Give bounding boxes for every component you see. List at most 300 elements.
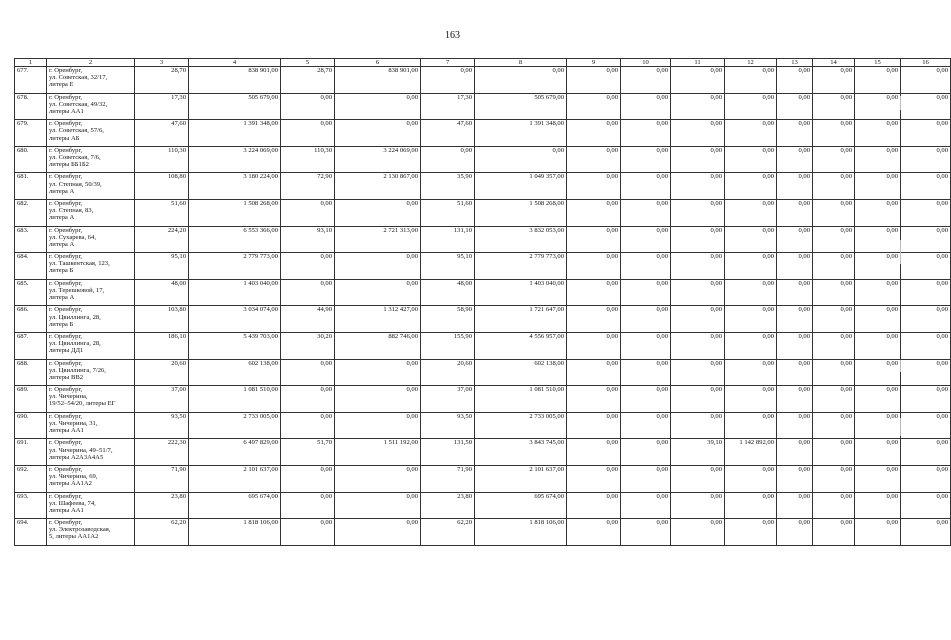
value-cell: 0,00 [901,93,951,120]
address-line: г. Оренбург, [49,492,83,500]
address-line: 19/52–54/20, литеры ЕГ [49,400,116,408]
address-line: г. Оренбург, [49,226,83,234]
column-number: 7 [421,59,475,67]
value-cell: 0,00 [567,200,621,227]
value-cell: 30,20 [281,333,335,360]
value-cell: 0,00 [725,67,777,94]
column-number: 12 [725,59,777,67]
value-cell: 0,00 [671,359,725,386]
value-cell: 0,00 [567,386,621,413]
value-cell: 62,20 [421,519,475,546]
value-cell: 2 101 637,00 [475,466,567,493]
table-row [15,173,951,200]
value-cell: 0,00 [725,306,777,333]
value-cell: 0,00 [901,67,951,94]
value-cell: 0,00 [725,226,777,253]
address-line: литера А [49,294,75,302]
value-cell: 35,90 [421,173,475,200]
row-number: 685. [15,279,47,306]
value-cell: 224,20 [135,226,189,253]
value-cell: 0,00 [335,359,421,386]
row-number: 677. [15,67,47,94]
value-cell: 0,00 [281,386,335,413]
value-cell: 0,00 [621,439,671,466]
value-cell: 0,00 [567,93,621,120]
value-cell: 0,00 [621,519,671,546]
table-row [15,146,951,173]
value-cell: 0,00 [567,306,621,333]
value-cell: 0,00 [777,173,813,200]
value-cell: 0,00 [813,359,855,386]
value-cell: 71,90 [421,466,475,493]
value-cell: 0,00 [335,466,421,493]
value-cell: 93,50 [135,412,189,439]
row-number: 693. [15,492,47,519]
value-cell: 5 439 703,00 [189,333,281,360]
table-row [15,466,951,493]
value-cell: 0,00 [901,253,951,280]
table-row [15,200,951,227]
address-line: г. Оренбург, [49,466,83,474]
address-line: литеры ДД1 [49,347,84,355]
address-line: ул. Чичерина, 69, [49,473,98,481]
value-cell: 110,30 [281,146,335,173]
value-cell: 0,00 [855,226,901,253]
address-line: литеры ББ1Б2 [49,161,89,169]
address-line: ул. Советская, 57/6, [49,127,104,135]
value-cell: 0,00 [621,146,671,173]
column-number: 15 [855,59,901,67]
address-line: литеры ВВ2 [49,373,84,381]
address-line: ул. Терешковой, 17, [49,286,105,294]
value-cell: 0,00 [621,492,671,519]
value-cell: 3 832 053,00 [475,226,567,253]
value-cell: 0,00 [281,466,335,493]
column-number: 14 [813,59,855,67]
value-cell: 0,00 [901,146,951,173]
row-number: 683. [15,226,47,253]
value-cell: 0,00 [813,279,855,306]
address-line: ул. Советская, 7/6, [49,154,101,161]
value-cell: 0,00 [725,519,777,546]
value-cell: 0,00 [855,173,901,200]
address-line: литеры АА1 [49,427,84,435]
address-line: г. Оренбург, [49,359,83,367]
address-line: г. Оренбург, [49,306,83,314]
value-cell: 44,90 [281,306,335,333]
value-cell: 0,00 [777,67,813,94]
address-cell [47,333,135,360]
value-cell: 0,00 [813,120,855,147]
value-cell: 0,00 [567,466,621,493]
address-cell [47,386,135,413]
value-cell: 0,00 [335,492,421,519]
value-cell: 0,00 [777,412,813,439]
value-cell: 3 224 069,00 [335,146,421,173]
value-cell: 0,00 [777,120,813,147]
value-cell: 0,00 [671,120,725,147]
value-cell: 1 391 348,00 [475,120,567,147]
value-cell: 0,00 [855,200,901,227]
column-number: 13 [777,59,813,67]
table-row [15,359,951,386]
value-cell: 0,00 [855,146,901,173]
address-line: г. Оренбург, [49,412,83,420]
value-cell: 0,00 [621,359,671,386]
value-cell: 0,00 [777,519,813,546]
value-cell: 0,00 [777,359,813,386]
row-number: 686. [15,306,47,333]
value-cell: 1 508 268,00 [475,200,567,227]
value-cell: 0,00 [855,67,901,94]
value-cell: 0,00 [777,386,813,413]
value-cell: 51,70 [281,439,335,466]
value-cell: 505 679,00 [475,93,567,120]
value-cell: 93,50 [421,412,475,439]
address-cell [47,412,135,439]
value-cell: 0,00 [901,120,951,147]
address-line: г. Оренбург, [49,146,83,154]
value-cell: 23,80 [421,492,475,519]
value-cell: 0,00 [855,279,901,306]
value-cell: 0,00 [777,439,813,466]
table-row [15,120,951,147]
value-cell: 0,00 [621,466,671,493]
value-cell: 0,00 [901,386,951,413]
address-cell [47,439,135,466]
value-cell: 95,10 [421,253,475,280]
value-cell: 2 101 637,00 [189,466,281,493]
address-line: литера А [49,240,75,248]
value-cell: 0,00 [281,120,335,147]
address-line: ул. Чичерина, 49–51/7, [49,446,113,454]
value-cell: 2 779 773,00 [475,253,567,280]
address-line: ул. Советская, 49/32, [49,100,108,108]
address-line: литера Б [49,320,74,328]
value-cell: 28,70 [135,67,189,94]
table-row [15,492,951,519]
table-row [15,226,951,253]
value-cell: 1 391 348,00 [189,120,281,147]
value-cell: 0,00 [335,412,421,439]
address-line: ул. Степная, 50/39, [49,180,102,188]
value-cell: 0,00 [621,67,671,94]
value-cell: 0,00 [901,519,951,546]
value-cell: 1 403 040,00 [475,279,567,306]
address-line: г. Оренбург, [49,386,83,394]
address-line: ул. Цвиллинга, 28, [49,313,101,321]
value-cell: 0,00 [813,466,855,493]
value-cell: 695 674,00 [475,492,567,519]
value-cell: 0,00 [335,93,421,120]
value-cell: 20,60 [421,359,475,386]
value-cell: 0,00 [335,519,421,546]
value-cell: 0,00 [813,386,855,413]
value-cell: 0,00 [855,359,901,386]
address-line: г. Оренбург, [49,93,83,101]
value-cell: 0,00 [621,333,671,360]
value-cell: 110,30 [135,146,189,173]
value-cell: 0,00 [281,253,335,280]
value-cell: 0,00 [671,93,725,120]
value-cell: 20,60 [135,359,189,386]
value-cell: 0,00 [475,67,567,94]
value-cell: 602 138,00 [475,359,567,386]
value-cell: 47,60 [421,120,475,147]
address-cell [47,120,135,147]
address-line: литера А [49,214,75,222]
address-line: г. Оренбург, [49,439,83,447]
value-cell: 0,00 [813,492,855,519]
column-number: 10 [621,59,671,67]
value-cell: 93,10 [281,226,335,253]
value-cell: 103,80 [135,306,189,333]
value-cell: 0,00 [725,333,777,360]
value-cell: 0,00 [725,386,777,413]
value-cell: 0,00 [855,386,901,413]
value-cell: 0,00 [725,492,777,519]
value-cell: 0,00 [855,466,901,493]
value-cell: 0,00 [621,173,671,200]
value-cell: 47,60 [135,120,189,147]
value-cell: 3 843 745,00 [475,439,567,466]
value-cell: 51,60 [135,200,189,227]
value-cell: 0,00 [671,519,725,546]
value-cell: 0,00 [777,466,813,493]
address-cell [47,200,135,227]
row-number: 684. [15,253,47,280]
value-cell: 0,00 [621,306,671,333]
address-line: литеры А2А3А4А5 [49,453,104,461]
address-cell [47,519,135,546]
value-cell: 1 049 357,00 [475,173,567,200]
address-line: г. Оренбург, [49,333,83,341]
address-cell [47,306,135,333]
value-cell: 0,00 [813,306,855,333]
value-cell: 72,90 [281,173,335,200]
value-cell: 0,00 [777,253,813,280]
row-number: 692. [15,466,47,493]
value-cell: 0,00 [567,359,621,386]
value-cell: 0,00 [901,466,951,493]
value-cell: 882 746,00 [335,333,421,360]
table-row [15,333,951,360]
address-line: ул. Цвиллинга, 28, [49,340,101,348]
table-row [15,279,951,306]
value-cell: 48,00 [135,279,189,306]
address-line: литеры АБ [49,134,80,142]
value-cell: 3 224 069,00 [189,146,281,173]
value-cell: 0,00 [777,146,813,173]
address-line: г. Оренбург, [49,67,83,75]
address-line: ул. Советская, 32/17, [49,74,108,82]
column-number: 4 [189,59,281,67]
value-cell: 0,00 [621,386,671,413]
value-cell: 0,00 [855,120,901,147]
value-cell: 2 733 005,00 [189,412,281,439]
value-cell: 0,00 [813,226,855,253]
value-cell: 0,00 [855,519,901,546]
value-cell: 0,00 [281,492,335,519]
value-cell: 0,00 [813,93,855,120]
value-cell: 0,00 [281,519,335,546]
value-cell: 0,00 [621,120,671,147]
value-cell: 0,00 [567,333,621,360]
value-cell: 3 180 224,00 [189,173,281,200]
value-cell: 0,00 [901,412,951,439]
row-number: 680. [15,146,47,173]
address-cell [47,253,135,280]
value-cell: 0,00 [671,412,725,439]
address-line: ул. Электрозаводская, [49,526,111,534]
column-number-header [15,59,951,67]
value-cell: 0,00 [855,306,901,333]
value-cell: 695 674,00 [189,492,281,519]
value-cell: 222,30 [135,439,189,466]
table-row [15,386,951,413]
address-line: ул. Чичерина, 31, [49,419,98,427]
row-number: 681. [15,173,47,200]
table-row [15,439,951,466]
value-cell: 0,00 [567,173,621,200]
value-cell: 0,00 [475,146,567,173]
value-cell: 0,00 [671,146,725,173]
value-cell: 0,00 [421,67,475,94]
value-cell: 1 403 040,00 [189,279,281,306]
value-cell: 0,00 [901,306,951,333]
value-cell: 0,00 [725,120,777,147]
value-cell: 0,00 [777,333,813,360]
address-line: ул. Степная, 83, [49,207,94,215]
value-cell: 28,70 [281,67,335,94]
value-cell: 0,00 [567,439,621,466]
value-cell: 1 721 647,00 [475,306,567,333]
value-cell: 0,00 [813,333,855,360]
address-line: г. Оренбург, [49,519,83,527]
address-cell [47,173,135,200]
value-cell: 0,00 [281,279,335,306]
value-cell: 0,00 [901,439,951,466]
register-table [14,58,951,546]
value-cell: 0,00 [671,492,725,519]
value-cell: 0,00 [901,333,951,360]
address-line: г. Оренбург, [49,253,83,261]
address-line: литера Б [49,267,74,275]
column-number: 6 [335,59,421,67]
value-cell: 62,20 [135,519,189,546]
value-cell: 1 511 192,00 [335,439,421,466]
value-cell: 0,00 [335,200,421,227]
value-cell: 0,00 [725,146,777,173]
value-cell: 0,00 [901,492,951,519]
value-cell: 1 081 510,00 [475,386,567,413]
value-cell: 0,00 [671,253,725,280]
table-row [15,93,951,120]
value-cell: 0,00 [813,146,855,173]
value-cell: 4 556 957,00 [475,333,567,360]
address-cell [47,146,135,173]
value-cell: 0,00 [281,93,335,120]
value-cell: 0,00 [725,466,777,493]
address-cell [47,359,135,386]
value-cell: 0,00 [621,253,671,280]
value-cell: 0,00 [671,226,725,253]
value-cell: 108,80 [135,173,189,200]
column-number: 16 [901,59,951,67]
value-cell: 0,00 [777,226,813,253]
value-cell: 0,00 [671,333,725,360]
value-cell: 0,00 [901,200,951,227]
address-line: г. Оренбург, [49,120,83,128]
value-cell: 58,90 [421,306,475,333]
value-cell: 0,00 [567,279,621,306]
value-cell: 0,00 [777,93,813,120]
value-cell: 2 130 867,00 [335,173,421,200]
value-cell: 0,00 [777,279,813,306]
value-cell: 0,00 [567,519,621,546]
table-row [15,253,951,280]
value-cell: 0,00 [671,386,725,413]
address-cell [47,466,135,493]
value-cell: 0,00 [855,253,901,280]
value-cell: 48,00 [421,279,475,306]
value-cell: 3 034 074,00 [189,306,281,333]
address-cell [47,279,135,306]
column-number: 2 [47,59,135,67]
scan-edge-mark [900,96,901,110]
column-number: 11 [671,59,725,67]
address-line: ул. Цвиллинга, 7/26, [49,366,106,374]
row-number: 678. [15,93,47,120]
value-cell: 0,00 [621,226,671,253]
value-cell: 1 508 268,00 [189,200,281,227]
address-line: ул. Шафеева, 74, [49,499,96,507]
value-cell: 0,00 [813,173,855,200]
value-cell: 0,00 [421,146,475,173]
value-cell: 1 312 427,00 [335,306,421,333]
row-number: 691. [15,439,47,466]
address-cell [47,93,135,120]
scan-edge-mark [900,240,901,264]
value-cell: 0,00 [855,492,901,519]
value-cell: 0,00 [335,253,421,280]
page-number: 163 [445,30,460,41]
value-cell: 0,00 [281,412,335,439]
scan-edge-mark [900,360,901,372]
value-cell: 6 553 366,00 [189,226,281,253]
value-cell: 0,00 [335,120,421,147]
value-cell: 0,00 [777,306,813,333]
column-number: 3 [135,59,189,67]
address-line: ул. Чичерина, [49,393,88,401]
value-cell: 0,00 [567,253,621,280]
value-cell: 17,30 [135,93,189,120]
value-cell: 0,00 [813,439,855,466]
value-cell: 131,10 [421,226,475,253]
value-cell: 23,80 [135,492,189,519]
value-cell: 0,00 [671,306,725,333]
column-number: 5 [281,59,335,67]
value-cell: 0,00 [813,67,855,94]
value-cell: 838 901,00 [335,67,421,94]
address-line: литеры АА1 [49,107,84,115]
value-cell: 6 497 829,00 [189,439,281,466]
value-cell: 0,00 [621,93,671,120]
address-cell [47,226,135,253]
value-cell: 17,30 [421,93,475,120]
row-number: 688. [15,359,47,386]
table-body [15,67,951,546]
